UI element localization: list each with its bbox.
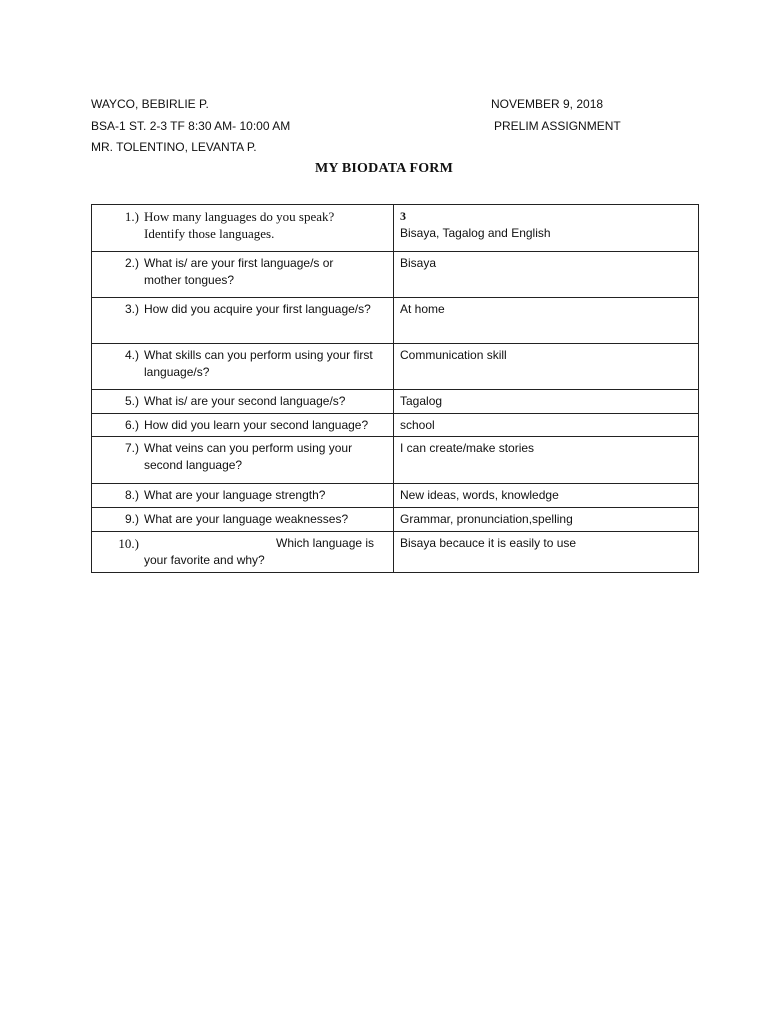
question-number: 4.) [124, 348, 139, 362]
question-text: What is/ are your first language/s or [144, 256, 334, 270]
question-text: How did you learn your second language? [144, 418, 369, 432]
date: NOVEMBER 9, 2018 [491, 97, 604, 111]
question-cell [92, 508, 394, 532]
question-number: 2.) [124, 256, 139, 270]
question-text: your favorite and why? [144, 553, 265, 567]
answer-text: school [400, 418, 435, 432]
question-cell [92, 532, 394, 573]
table-row [92, 205, 699, 252]
question-cell [92, 252, 394, 298]
answer-cell [394, 252, 699, 298]
question-cell [92, 205, 394, 252]
question-cell [92, 344, 394, 390]
answer-text: Tagalog [400, 394, 443, 408]
question-cell [92, 390, 394, 414]
question-text: How many languages do you speak? [144, 209, 335, 224]
answer-text: 3 [400, 209, 406, 223]
assignment-label: PRELIM ASSIGNMENT [494, 119, 621, 133]
answer-cell [394, 508, 699, 532]
table-row [92, 344, 699, 390]
table-row [92, 414, 699, 437]
answer-text: Bisaya [400, 256, 437, 270]
question-number: 8.) [124, 488, 139, 502]
answer-text: New ideas, words, knowledge [400, 488, 559, 502]
table-row [92, 252, 699, 298]
question-text: second language? [144, 458, 243, 472]
question-text: language/s? [144, 365, 210, 379]
question-text: What skills can you perform using your first [144, 348, 373, 362]
question-cell [92, 298, 394, 344]
table-row [92, 484, 699, 508]
question-number: 6.) [124, 418, 139, 432]
question-text: mother tongues? [144, 273, 235, 287]
table-row [92, 437, 699, 484]
question-number: 3.) [124, 302, 139, 316]
question-number: 9.) [124, 512, 139, 526]
answer-cell [394, 532, 699, 573]
question-text: Which language is [276, 536, 375, 550]
answer-text: Bisaya becauce it is easily to use [400, 536, 577, 550]
question-number: 5.) [124, 394, 139, 408]
answer-cell [394, 298, 699, 344]
table-row [92, 390, 699, 414]
instructor-name: MR. TOLENTINO, LEVANTA P. [91, 140, 257, 154]
answer-cell [394, 205, 699, 252]
answer-cell [394, 437, 699, 484]
answer-text: At home [400, 302, 445, 316]
question-cell [92, 437, 394, 484]
question-text: What are your language weaknesses? [144, 512, 349, 526]
table-row [92, 298, 699, 344]
question-cell [92, 414, 394, 437]
answer-text: Grammar, pronunciation,spelling [400, 512, 573, 526]
student-name: WAYCO, BEBIRLIE P. [91, 97, 209, 111]
question-number: 1.) [124, 209, 139, 224]
question-number: 7.) [124, 441, 139, 455]
question-number: 10.) [118, 536, 139, 551]
table-row [92, 508, 699, 532]
answer-cell [394, 414, 699, 437]
answer-text: I can create/make stories [400, 441, 535, 455]
question-cell [92, 484, 394, 508]
form-title: MY BIODATA FORM [314, 161, 454, 176]
question-text: Identify those languages. [144, 226, 275, 241]
table-row [92, 532, 699, 573]
answer-cell [394, 484, 699, 508]
answer-text: Bisaya, Tagalog and English [400, 226, 551, 240]
question-text: What are your language strength? [144, 488, 326, 502]
answer-text: Communication skill [400, 348, 507, 362]
question-text: What veins can you perform using your [144, 441, 353, 455]
question-text: What is/ are your second language/s? [144, 394, 346, 408]
course-schedule: BSA-1 ST. 2-3 TF 8:30 AM- 10:00 AM [91, 119, 291, 133]
answer-cell [394, 344, 699, 390]
biodata-table [91, 204, 699, 573]
answer-cell [394, 390, 699, 414]
question-text: How did you acquire your first language/s? [144, 302, 371, 316]
